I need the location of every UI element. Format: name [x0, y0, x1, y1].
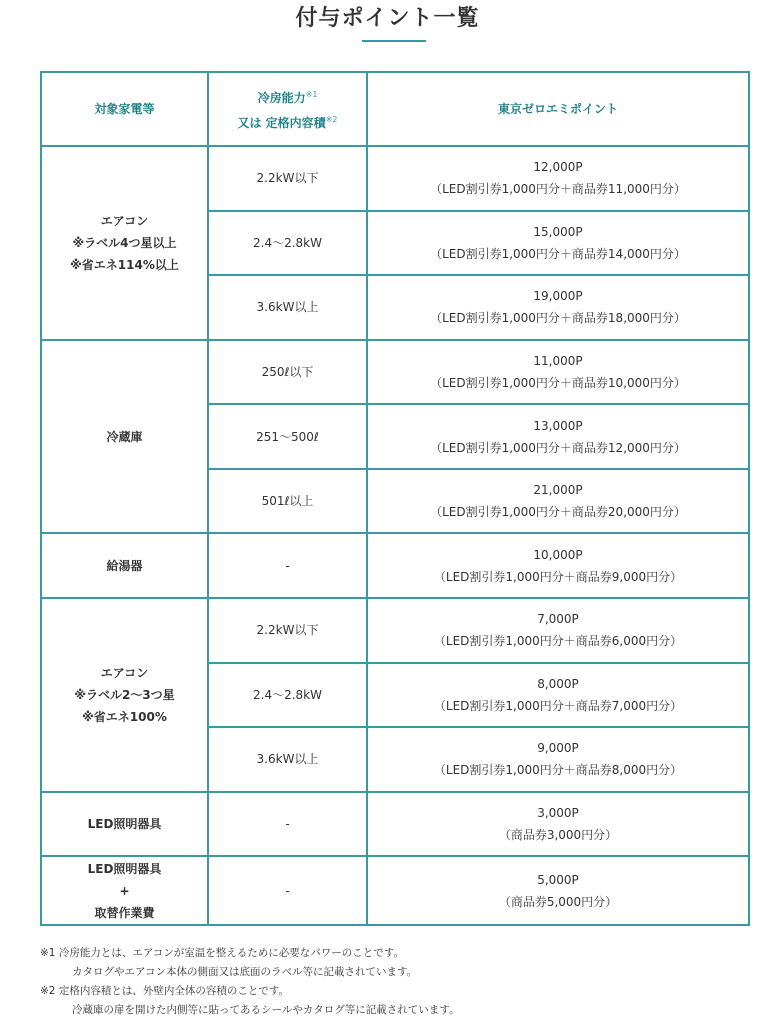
category-label: 冷蔵庫 [106, 429, 143, 444]
points-breakdown: （LED割引券1,000円分＋商品券12,000円分） [430, 440, 686, 455]
points-cell [367, 275, 749, 340]
points-breakdown: （LED割引券1,000円分＋商品券7,000円分） [433, 698, 683, 713]
points-value: 15,000P [533, 224, 583, 239]
table-row [41, 340, 749, 405]
category-label: LED照明器具 [87, 861, 162, 876]
header-target-appliance: 対象家電等 [41, 72, 208, 146]
capacity-cell: 2.4～2.8kW [208, 211, 367, 276]
footnote-line: ※1 冷房能力とは、エアコンが室温を整えるために必要なパワーのことです。 [40, 947, 404, 959]
points-value: 19,000P [533, 289, 583, 304]
category-label: ※ラベル4つ星以上 [72, 235, 177, 250]
capacity-cell: - [208, 792, 367, 857]
category-cell [41, 598, 208, 792]
category-label: + [119, 883, 130, 898]
points-cell [367, 663, 749, 728]
capacity-cell: 250ℓ以下 [208, 340, 367, 405]
footnotes [40, 944, 760, 1020]
header-row [41, 72, 749, 146]
category-cell [41, 856, 208, 925]
footnote-line: ※2 定格内容積とは、外壁内全体の容積のことです。 [40, 985, 289, 997]
points-cell [367, 598, 749, 663]
table-row [41, 856, 749, 925]
points-cell [367, 211, 749, 276]
category-label: ※省エネ100% [82, 709, 167, 724]
table-row [41, 533, 749, 598]
category-label: エアコン [100, 213, 149, 228]
table-row [41, 792, 749, 857]
table-row [41, 146, 749, 211]
capacity-cell: - [208, 856, 367, 925]
capacity-cell: 2.2kW以下 [208, 598, 367, 663]
capacity-cell: 3.6kW以上 [208, 727, 367, 792]
capacity-cell: 2.4～2.8kW [208, 663, 367, 728]
category-label: 給湯器 [106, 558, 143, 573]
footnote-mark-2: ※2 [325, 115, 338, 124]
points-cell [367, 340, 749, 405]
points-value: 3,000P [537, 806, 579, 821]
title-underline [362, 40, 426, 42]
points-value: 8,000P [537, 676, 579, 691]
header-rated-volume: 又は 定格内容積 [237, 116, 326, 130]
points-breakdown: （LED割引券1,000円分＋商品券9,000円分） [433, 569, 683, 584]
points-value: 5,000P [537, 872, 579, 887]
points-breakdown: （LED割引券1,000円分＋商品券6,000円分） [433, 634, 683, 649]
header-capacity [208, 72, 367, 146]
points-value: 7,000P [537, 612, 579, 627]
category-label: ※省エネ114%以上 [70, 257, 179, 272]
category-label: エアコン [100, 665, 149, 680]
points-cell [367, 146, 749, 211]
points-cell [367, 533, 749, 598]
points-breakdown: （LED割引券1,000円分＋商品券18,000円分） [430, 311, 686, 326]
points-table [40, 71, 750, 926]
points-value: 9,000P [537, 741, 579, 756]
header-zeroemi-points: 東京ゼロエミポイント [367, 72, 749, 146]
points-value: 13,000P [533, 418, 583, 433]
footnote-mark-1: ※1 [305, 90, 318, 99]
category-cell [41, 533, 208, 598]
capacity-cell: 251～500ℓ [208, 404, 367, 469]
capacity-cell: 3.6kW以上 [208, 275, 367, 340]
points-cell [367, 727, 749, 792]
footnote-line: カタログやエアコン本体の側面又は底面のラベル等に記載されています。 [72, 966, 418, 978]
category-cell [41, 340, 208, 534]
points-breakdown: （商品券3,000円分） [498, 828, 618, 843]
points-breakdown: （LED割引券1,000円分＋商品券8,000円分） [433, 763, 683, 778]
footnote-line: 冷蔵庫の扉を開けた内側等に貼ってあるシールやカタログ等に記載されています。 [72, 1004, 460, 1016]
header-cooling-capacity: 冷房能力 [257, 91, 306, 105]
points-breakdown: （LED割引券1,000円分＋商品券10,000円分） [430, 376, 686, 391]
points-cell [367, 792, 749, 857]
points-breakdown: （LED割引券1,000円分＋商品券11,000円分） [430, 182, 686, 197]
page-title: 付与ポイント一覧 [295, 6, 480, 31]
table-row [41, 598, 749, 663]
category-label: 取替作業費 [94, 905, 155, 920]
capacity-cell: 501ℓ以上 [208, 469, 367, 534]
points-cell [367, 856, 749, 925]
capacity-cell: 2.2kW以下 [208, 146, 367, 211]
category-cell [41, 792, 208, 857]
points-value: 12,000P [533, 160, 583, 175]
points-value: 21,000P [533, 483, 583, 498]
points-cell [367, 469, 749, 534]
points-value: 10,000P [533, 547, 583, 562]
category-label: LED照明器具 [87, 817, 162, 832]
points-breakdown: （LED割引券1,000円分＋商品券20,000円分） [430, 505, 686, 520]
category-label: ※ラベル2～3つ星 [74, 687, 175, 702]
points-breakdown: （商品券5,000円分） [498, 894, 618, 909]
points-breakdown: （LED割引券1,000円分＋商品券14,000円分） [430, 246, 686, 261]
category-cell [41, 146, 208, 340]
points-cell [367, 404, 749, 469]
points-value: 11,000P [533, 354, 583, 369]
capacity-cell: - [208, 533, 367, 598]
